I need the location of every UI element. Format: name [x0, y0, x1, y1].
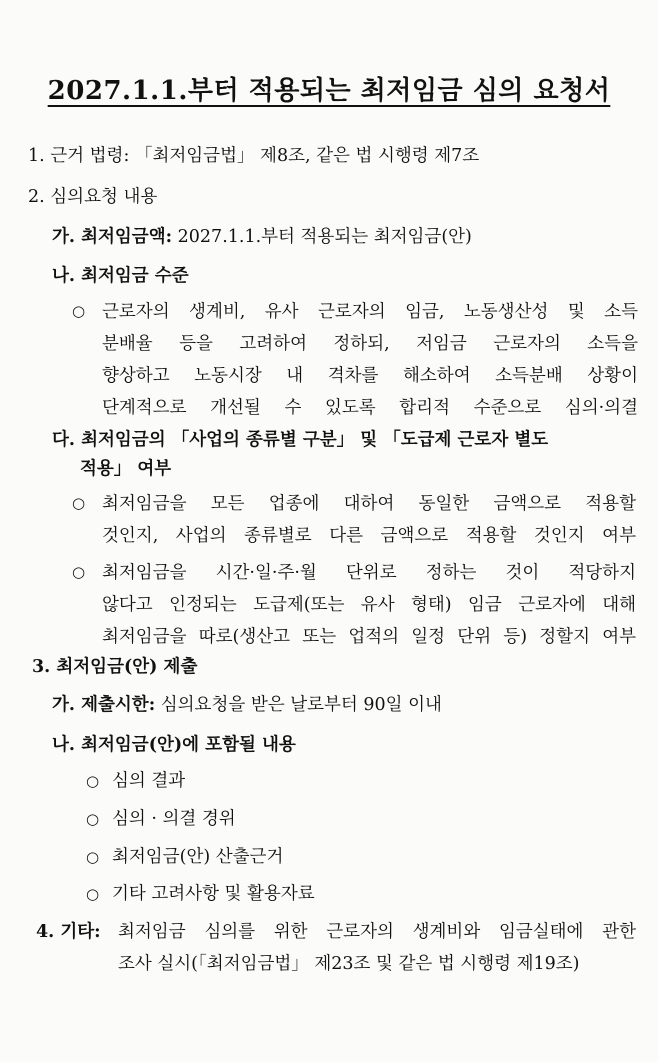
paragraph-line: 단계적으로 개선될 수 있도록 합리적 수준으로 심의·의결 [102, 398, 638, 418]
section-2-ga-label: 가. 최저임금액: [52, 227, 173, 247]
section-2-number: 2. [28, 187, 45, 207]
paragraph-line: 분배율 등을 고려하여 정하되, 저임금 근로자의 소득을 [102, 334, 638, 354]
section-2-na-paragraph [102, 296, 638, 424]
section-1-label: 근거 법령: [50, 146, 130, 166]
paragraph-line: 최저임금 심의를 위한 근로자의 생계비와 임금실태에 관한 [118, 922, 636, 942]
paragraph-line: 최저임금을 시간·일·주·월 단위로 정하는 것이 적당하지 [102, 563, 636, 583]
list-item: 심의 결과 [112, 771, 186, 791]
list-item: 최저임금(안) 산출근거 [112, 847, 284, 867]
paragraph-line: 것인지, 사업의 종류별로 다른 금액으로 적용할 것인지 여부 [102, 526, 636, 546]
bullet-icon: ○ [72, 302, 86, 320]
section-2-heading [28, 185, 157, 209]
paragraph-line: 근로자의 생계비, 유사 근로자의 임금, 노동생산성 및 소득 [102, 302, 638, 322]
section-2-da-item-1 [102, 488, 636, 552]
bullet-icon: ○ [72, 494, 86, 512]
list-item: 심의 · 의결 경위 [112, 809, 236, 829]
section-3-ga [52, 693, 442, 717]
section-2-title: 심의요청 내용 [50, 187, 158, 207]
section-4-paragraph [118, 916, 636, 948]
section-4-label: 4. 기타: [36, 922, 101, 942]
paragraph-line: 향상하고 노동시장 내 격차를 해소하여 소득분배 상황이 [102, 366, 638, 386]
list-item: 기타 고려사항 및 활용자료 [112, 884, 315, 904]
section-1-text: 「최저임금법」 제8조, 같은 법 시행령 제7조 [134, 146, 480, 166]
section-4-line-2: 조사 실시(「최저임금법」 제23조 및 같은 법 시행령 제19조) [118, 954, 580, 974]
section-2-ga-text: 2027.1.1.부터 적용되는 최저임금(안) [177, 227, 472, 247]
section-3-ga-label: 가. 제출시한: [52, 695, 156, 715]
section-2-ga [52, 225, 472, 249]
section-3-ga-text: 심의요청을 받은 날로부터 90일 이내 [160, 695, 442, 715]
section-2-na-label: 나. 최저임금 수준 [52, 266, 189, 286]
section-2-da-label-2: 적용」 여부 [80, 459, 172, 479]
document-title: 2027.1.1.부터 적용되는 최저임금 심의 요청서 [47, 76, 611, 106]
section-1 [28, 144, 479, 168]
paragraph-line: 최저임금을 따로(생산고 또는 업적의 일정 단위 등) 정할지 여부 [102, 627, 636, 647]
section-1-number: 1. [28, 146, 45, 166]
section-2-da-label-1: 다. 최저임금의 「사업의 종류별 구분」 및 「도급제 근로자 별도 [52, 430, 549, 450]
bullet-icon: ○ [72, 563, 86, 581]
bullet-icon: ○ [86, 885, 100, 903]
section-3-heading: 3. 최저임금(안) 제출 [32, 657, 198, 677]
section-3-na-label: 나. 최저임금(안)에 포함될 내용 [52, 735, 296, 755]
section-2-da-item-2 [102, 557, 636, 653]
bullet-icon: ○ [86, 848, 100, 866]
bullet-icon: ○ [86, 810, 100, 828]
paragraph-line: 않다고 인정되는 도급제(또는 유사 형태) 임금 근로자에 대해 [102, 595, 636, 615]
bullet-icon: ○ [86, 772, 100, 790]
paragraph-line: 최저임금을 모든 업종에 대하여 동일한 금액으로 적용할 [102, 494, 636, 514]
